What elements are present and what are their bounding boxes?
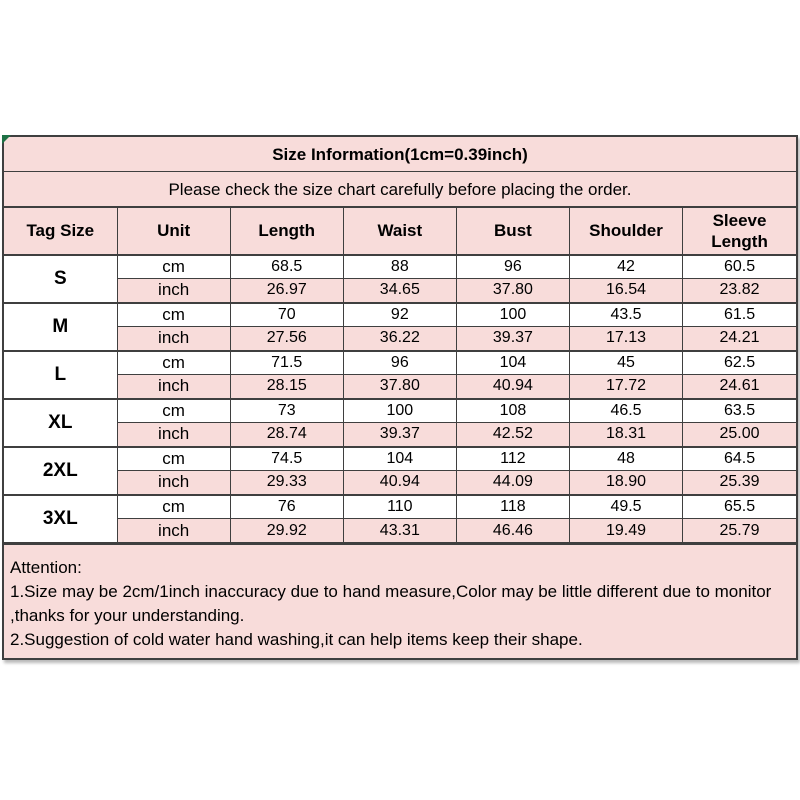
unit-cell: cm (117, 351, 230, 375)
unit-cell: cm (117, 255, 230, 279)
table-row-3xl-inch (4, 519, 796, 543)
measurement-cell: 70 (230, 303, 343, 327)
column-header-tag-size: Tag Size (4, 208, 117, 255)
table-row-m-inch (4, 327, 796, 351)
column-header-waist: Waist (343, 208, 456, 255)
green-corner-marker (2, 135, 11, 144)
measurement-cell: 43.31 (343, 519, 456, 543)
unit-cell: inch (117, 423, 230, 447)
measurement-cell: 100 (456, 303, 569, 327)
attention-note-1: 1.Size may be 2cm/1inch inaccuracy due to hand measure,Color may be little different due to monitor ,thanks for your understanding. (10, 582, 772, 625)
measurement-cell: 36.22 (343, 327, 456, 351)
attention-notes (4, 543, 796, 658)
measurement-cell: 29.33 (230, 471, 343, 495)
measurement-cell: 46.5 (569, 399, 682, 423)
measurement-cell: 104 (456, 351, 569, 375)
attention-heading: Attention: (10, 558, 82, 577)
table-row-l-inch (4, 375, 796, 399)
table-row-2xl-cm (4, 447, 796, 471)
measurement-cell: 61.5 (683, 303, 796, 327)
size-chart-title: Size Information(1cm=0.39inch) (4, 137, 796, 172)
measurements-table (4, 207, 796, 543)
measurement-cell: 17.13 (569, 327, 682, 351)
measurement-cell: 63.5 (683, 399, 796, 423)
unit-cell: inch (117, 327, 230, 351)
measurement-cell: 16.54 (569, 279, 682, 303)
size-chart-table (2, 135, 798, 660)
table-row-s-cm (4, 255, 796, 279)
size-label-3xl: 3XL (4, 495, 117, 543)
unit-cell: cm (117, 495, 230, 519)
column-header-length: Length (230, 208, 343, 255)
measurement-cell: 46.46 (456, 519, 569, 543)
measurement-cell: 110 (343, 495, 456, 519)
measurement-cell: 104 (343, 447, 456, 471)
size-label-m: M (4, 303, 117, 351)
measurement-cell: 88 (343, 255, 456, 279)
measurement-cell: 39.37 (343, 423, 456, 447)
measurement-cell: 24.61 (683, 375, 796, 399)
measurement-cell: 39.37 (456, 327, 569, 351)
measurement-cell: 19.49 (569, 519, 682, 543)
column-header-shoulder: Shoulder (569, 208, 682, 255)
measurement-cell: 17.72 (569, 375, 682, 399)
measurement-cell: 96 (456, 255, 569, 279)
measurement-cell: 42.52 (456, 423, 569, 447)
column-header-sleeve-length: Sleeve Length (683, 208, 796, 255)
table-row-xl-cm (4, 399, 796, 423)
table-row-m-cm (4, 303, 796, 327)
measurement-cell: 76 (230, 495, 343, 519)
table-row-3xl-cm (4, 495, 796, 519)
measurement-cell: 42 (569, 255, 682, 279)
measurement-cell: 45 (569, 351, 682, 375)
measurement-cell: 40.94 (343, 471, 456, 495)
size-label-l: L (4, 351, 117, 399)
measurement-cell: 25.00 (683, 423, 796, 447)
measurement-cell: 23.82 (683, 279, 796, 303)
measurement-cell: 48 (569, 447, 682, 471)
unit-cell: cm (117, 447, 230, 471)
measurement-cell: 44.09 (456, 471, 569, 495)
measurement-cell: 18.90 (569, 471, 682, 495)
unit-cell: cm (117, 303, 230, 327)
measurement-cell: 100 (343, 399, 456, 423)
measurement-cell: 34.65 (343, 279, 456, 303)
measurement-cell: 40.94 (456, 375, 569, 399)
measurement-cell: 64.5 (683, 447, 796, 471)
measurement-cell: 18.31 (569, 423, 682, 447)
measurement-cell: 37.80 (456, 279, 569, 303)
header-row (4, 208, 796, 255)
measurement-cell: 43.5 (569, 303, 682, 327)
measurement-cell: 25.39 (683, 471, 796, 495)
unit-cell: inch (117, 519, 230, 543)
measurement-cell: 49.5 (569, 495, 682, 519)
measurement-cell: 29.92 (230, 519, 343, 543)
table-row-xl-inch (4, 423, 796, 447)
unit-cell: cm (117, 399, 230, 423)
measurement-cell: 68.5 (230, 255, 343, 279)
measurement-cell: 74.5 (230, 447, 343, 471)
measurement-cell: 25.79 (683, 519, 796, 543)
attention-note-2: 2.Suggestion of cold water hand washing,it can help items keep their shape. (10, 630, 583, 649)
column-header-unit: Unit (117, 208, 230, 255)
unit-cell: inch (117, 471, 230, 495)
measurement-cell: 112 (456, 447, 569, 471)
measurement-cell: 24.21 (683, 327, 796, 351)
measurement-cell: 60.5 (683, 255, 796, 279)
measurement-cell: 71.5 (230, 351, 343, 375)
measurement-cell: 28.15 (230, 375, 343, 399)
size-label-s: S (4, 255, 117, 303)
measurement-cell: 96 (343, 351, 456, 375)
measurement-cell: 118 (456, 495, 569, 519)
measurement-cell: 65.5 (683, 495, 796, 519)
table-row-s-inch (4, 279, 796, 303)
size-chart-subtitle: Please check the size chart carefully before placing the order. (4, 172, 796, 207)
measurement-cell: 26.97 (230, 279, 343, 303)
measurement-cell: 27.56 (230, 327, 343, 351)
column-header-bust: Bust (456, 208, 569, 255)
size-label-2xl: 2XL (4, 447, 117, 495)
unit-cell: inch (117, 279, 230, 303)
measurement-cell: 28.74 (230, 423, 343, 447)
table-row-l-cm (4, 351, 796, 375)
unit-cell: inch (117, 375, 230, 399)
table-row-2xl-inch (4, 471, 796, 495)
measurement-cell: 37.80 (343, 375, 456, 399)
measurement-cell: 108 (456, 399, 569, 423)
size-label-xl: XL (4, 399, 117, 447)
measurement-cell: 92 (343, 303, 456, 327)
measurement-cell: 62.5 (683, 351, 796, 375)
measurement-cell: 73 (230, 399, 343, 423)
